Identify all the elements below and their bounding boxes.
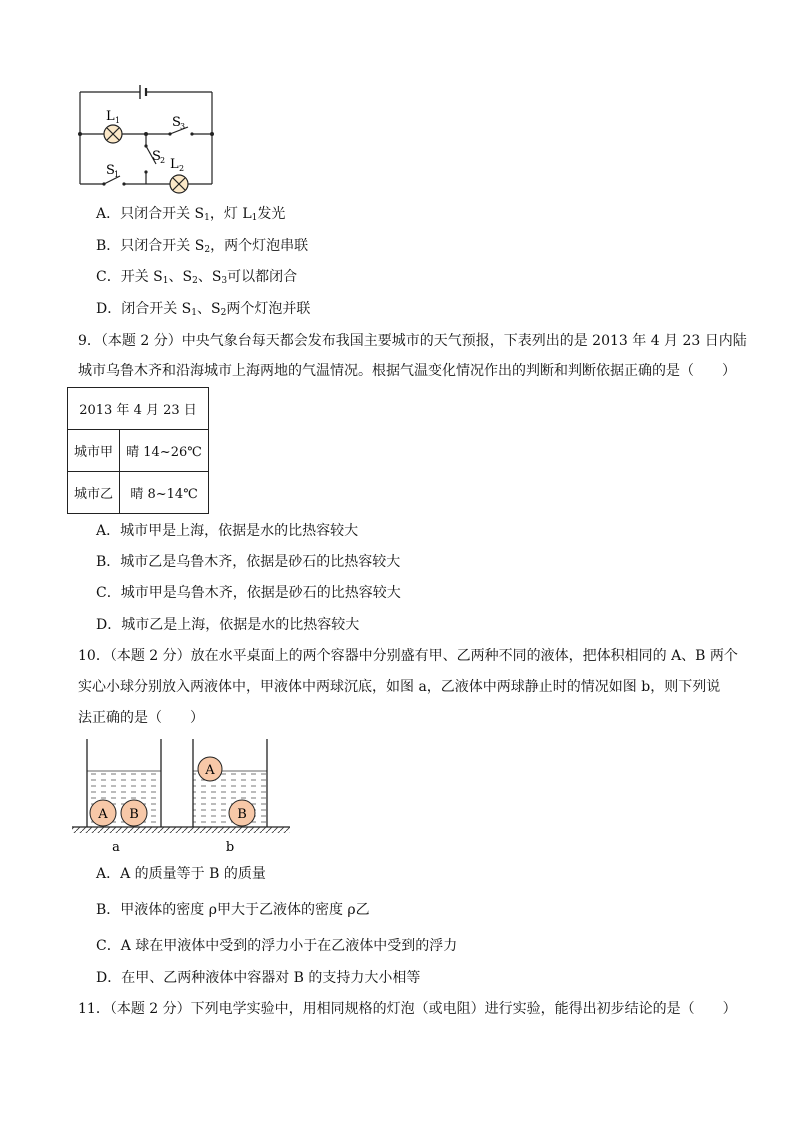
q9-stem-line2: 城市乌鲁木齐和沿海城市上海两地的气温情况。根据气温变化情况作出的判断和判断依据正确的是（ ）	[78, 363, 736, 379]
svg-text:A: A	[205, 763, 215, 778]
q10-stem-line3: 法正确的是（ ）	[78, 710, 204, 726]
svg-text:S: S	[106, 163, 115, 178]
q9-option-d: D．城市乙是上海，依据是水的比热容较大	[96, 617, 360, 633]
q10-stem-line1: 10．（本题 2 分）放在水平桌面上的两个容器中分别盛有甲、乙两种不同的液体，把体积相同的 A、B 两个	[78, 648, 738, 664]
table-cell-weather: 晴 8~14℃	[120, 472, 209, 514]
svg-text:L: L	[170, 157, 179, 172]
q10-option-b: B．甲液体的密度 ρ甲大于乙液体的密度 ρ乙	[96, 902, 370, 918]
q8-option-c: C．开关 $S_1$、$S_2$、$S_3$可以都闭合	[96, 269, 298, 286]
ball-a-in-container-b	[198, 757, 222, 781]
q10-option-d: D．在甲、乙两种液体中容器对 B 的支持力大小相等	[96, 970, 421, 986]
svg-text:S: S	[152, 149, 161, 164]
svg-text:B: B	[129, 807, 139, 822]
svg-text:1: 1	[114, 170, 120, 179]
q8-option-d: D．闭合开关 $S_1$、$S_2$两个灯泡并联	[96, 301, 311, 318]
figure-label-a: a	[112, 840, 120, 855]
q8-option-a: A．只闭合开关 $S_1$，灯 $L_1$发光	[96, 206, 286, 223]
bulb-l2-icon	[170, 175, 188, 193]
svg-text:2: 2	[179, 164, 185, 173]
bulb-l1-icon	[104, 125, 122, 143]
q10-stem-line2: 实心小球分别放入两液体中，甲液体中两球沉底，如图 a，乙液体中两球静止时的情况如图 b，则下列说	[78, 679, 721, 695]
table-row	[68, 472, 209, 514]
q8-option-b: B．只闭合开关 $S_2$，两个灯泡串联	[96, 238, 309, 255]
ball-b-in-container-b	[229, 800, 255, 826]
svg-text:A: A	[98, 807, 108, 822]
table-cell-weather: 晴 14~26℃	[120, 430, 209, 472]
ball-a-in-container-a	[90, 800, 116, 826]
table-cell-city: 城市乙	[68, 472, 120, 514]
q9-option-c: C．城市甲是乌鲁木齐，依据是砂石的比热容较大	[96, 585, 401, 601]
svg-text:B: B	[237, 807, 247, 822]
svg-text:2: 2	[160, 156, 166, 165]
weather-table	[67, 387, 209, 514]
q10-option-a: A．A 的质量等于 B 的质量	[96, 866, 266, 882]
svg-text:L: L	[106, 109, 115, 124]
table-cell-city: 城市甲	[68, 430, 120, 472]
q11-stem: 11．（本题 2 分）下列电学实验中，用相同规格的灯泡（或电阻）进行实验，能得出初步结论的是（ ）	[78, 1001, 737, 1017]
circuit-diagram	[70, 80, 220, 195]
q9-option-a: A．城市甲是上海，依据是水的比热容较大	[96, 523, 359, 539]
q10-option-c: C．A 球在甲液体中受到的浮力小于在乙液体中受到的浮力	[96, 938, 458, 954]
containers-figure	[70, 735, 295, 860]
q9-option-b: B．城市乙是乌鲁木齐，依据是砂石的比热容较大	[96, 554, 401, 570]
svg-text:S: S	[172, 115, 181, 130]
ball-b-in-container-a	[121, 800, 147, 826]
table-header-row	[68, 388, 209, 430]
table-header: 2013 年 4 月 23 日	[68, 388, 209, 430]
table-row	[68, 430, 209, 472]
svg-text:1: 1	[115, 116, 121, 125]
figure-label-b: b	[225, 840, 235, 855]
svg-text:3: 3	[180, 122, 186, 131]
q9-stem-line1: 9．（本题 2 分）中央气象台每天都会发布我国主要城市的天气预报，下表列出的是 2013 年 4 月 23 日内陆	[78, 333, 747, 349]
